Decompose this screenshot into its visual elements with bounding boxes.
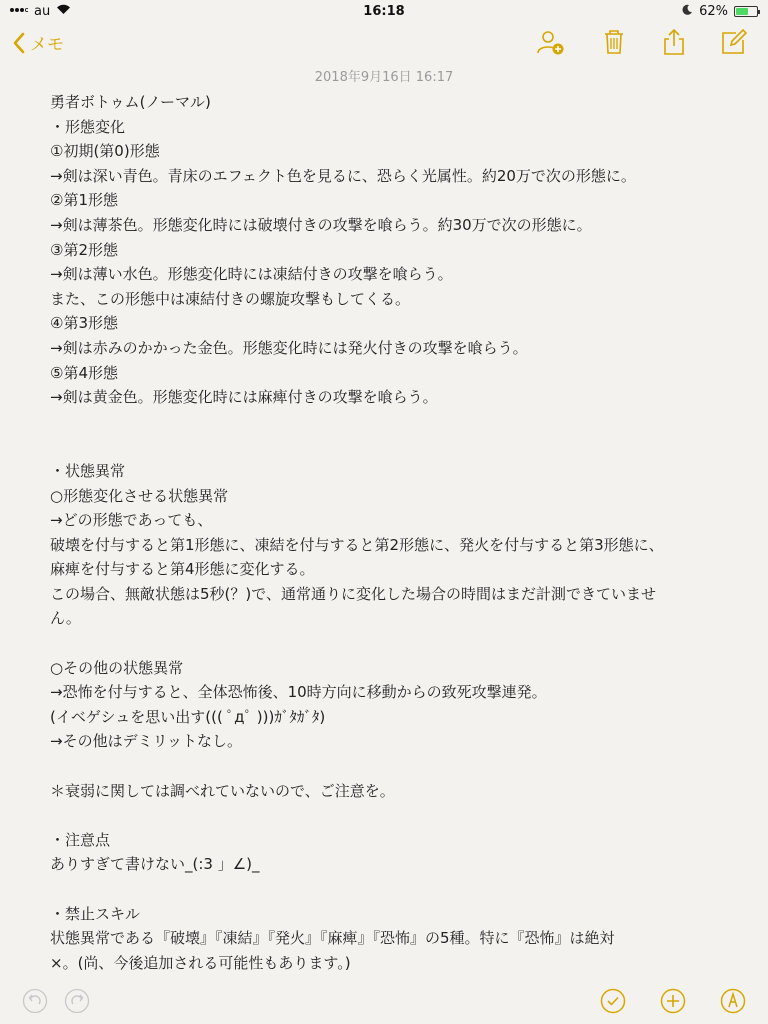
note-body[interactable]: [50, 90, 720, 975]
note-line: また、この形態中は凍結付きの螺旋攻撃もしてくる。: [50, 289, 411, 308]
note-line: この場合、無敵状態は5秒(？)で、通常通りに変化した場合の時間はまだ計測できていませ: [50, 584, 656, 603]
add-person-icon[interactable]: [536, 28, 564, 56]
note-line: ・状態異常: [50, 461, 126, 480]
undo-icon[interactable]: [22, 988, 48, 1014]
note-line: →剣は赤みのかかった金色。形態変化時には発火付きの攻撃を喰らう。: [50, 338, 528, 357]
note-line: ②第1形態: [50, 191, 118, 210]
note-line: ×。(尚、今後追加される可能性もあります。): [50, 953, 351, 972]
note-line: 状態異常である『破壊』『凍結』『発火』『麻痺』『恐怖』の5種。特に『恐怖』は絶対: [50, 929, 615, 948]
note-line: ○その他の状態異常: [50, 658, 184, 677]
note-line: [50, 434, 720, 459]
note-line: [50, 803, 720, 828]
navbar: [0, 22, 768, 66]
note-line: 勇者ボトゥム(ノーマル): [50, 93, 211, 111]
note-line: ありすぎて書けない_(:3 」∠)_: [50, 855, 260, 874]
note-line: ③第2形態: [50, 240, 118, 259]
share-icon[interactable]: [660, 28, 688, 56]
note-line: [50, 754, 720, 779]
note-line: →剣は深い青色。青床のエフェクト色を見るに、恐らく光属性。約20万で次の形態に。: [50, 166, 636, 185]
status-bar: [0, 0, 768, 22]
note-line: ん。: [50, 609, 81, 628]
back-button[interactable]: [12, 30, 64, 55]
redo-icon[interactable]: [64, 988, 90, 1014]
chevron-left-icon: [12, 32, 26, 54]
note-line: ・形態変化: [50, 117, 126, 136]
carrier-label: au: [34, 4, 51, 19]
note-line: →剣は薄い水色。形態変化時には凍結付きの攻撃を喰らう。: [50, 265, 453, 284]
note-line: ①初期(第0)形態: [50, 142, 160, 161]
moon-icon: [682, 4, 693, 19]
note-line: [50, 410, 720, 435]
note-date: 2018年9月16日 16:17: [314, 70, 454, 85]
checklist-icon[interactable]: [600, 988, 626, 1014]
note-line: →どの形態であっても、: [50, 511, 213, 530]
battery-icon: [734, 6, 758, 17]
note-line: 麻痺を付与すると第4形態に変化する。: [50, 560, 315, 579]
trash-icon[interactable]: [600, 28, 628, 56]
battery-percent: 62%: [699, 4, 728, 19]
status-time: 16:18: [363, 4, 405, 19]
note-line: [50, 877, 720, 902]
note-line: ④第3形態: [50, 314, 118, 333]
back-label: メモ: [30, 35, 64, 55]
note-line: →恐怖を付与すると、全体恐怖後、10時方向に移動からの致死攻撃連発。: [50, 683, 547, 702]
markup-icon[interactable]: [720, 988, 746, 1014]
note-line: (イベゲシュを思い出す((( ﾟдﾟ )))ｶﾞﾀｶﾞﾀ): [50, 707, 326, 726]
note-line: →剣は黄金色。形態変化時には麻痺付きの攻撃を喰らう。: [50, 388, 438, 407]
add-icon[interactable]: [660, 988, 686, 1014]
note-line: ○形態変化させる状態異常: [50, 486, 229, 505]
bottom-toolbar: [0, 980, 768, 1024]
compose-icon[interactable]: [720, 28, 748, 56]
note-line: ・注意点: [50, 830, 111, 849]
status-right: [682, 4, 758, 19]
note-line: →その他はデミリットなし。: [50, 732, 242, 751]
battery-fill: [736, 8, 748, 15]
note-line: ⑤第4形態: [50, 363, 118, 382]
note-line: 破壊を付与すると第1形態に、凍結を付与すると第2形態に、発火を付与すると第3形態に、: [50, 535, 664, 554]
note-line: →剣は薄茶色。形態変化時には破壊付きの攻撃を喰らう。約30万で次の形態に。: [50, 215, 592, 234]
note-line: ＊衰弱に関しては調べれていないので、ご注意を。: [50, 781, 395, 800]
note-line: [50, 631, 720, 656]
note-line: ・禁止スキル: [50, 904, 140, 923]
